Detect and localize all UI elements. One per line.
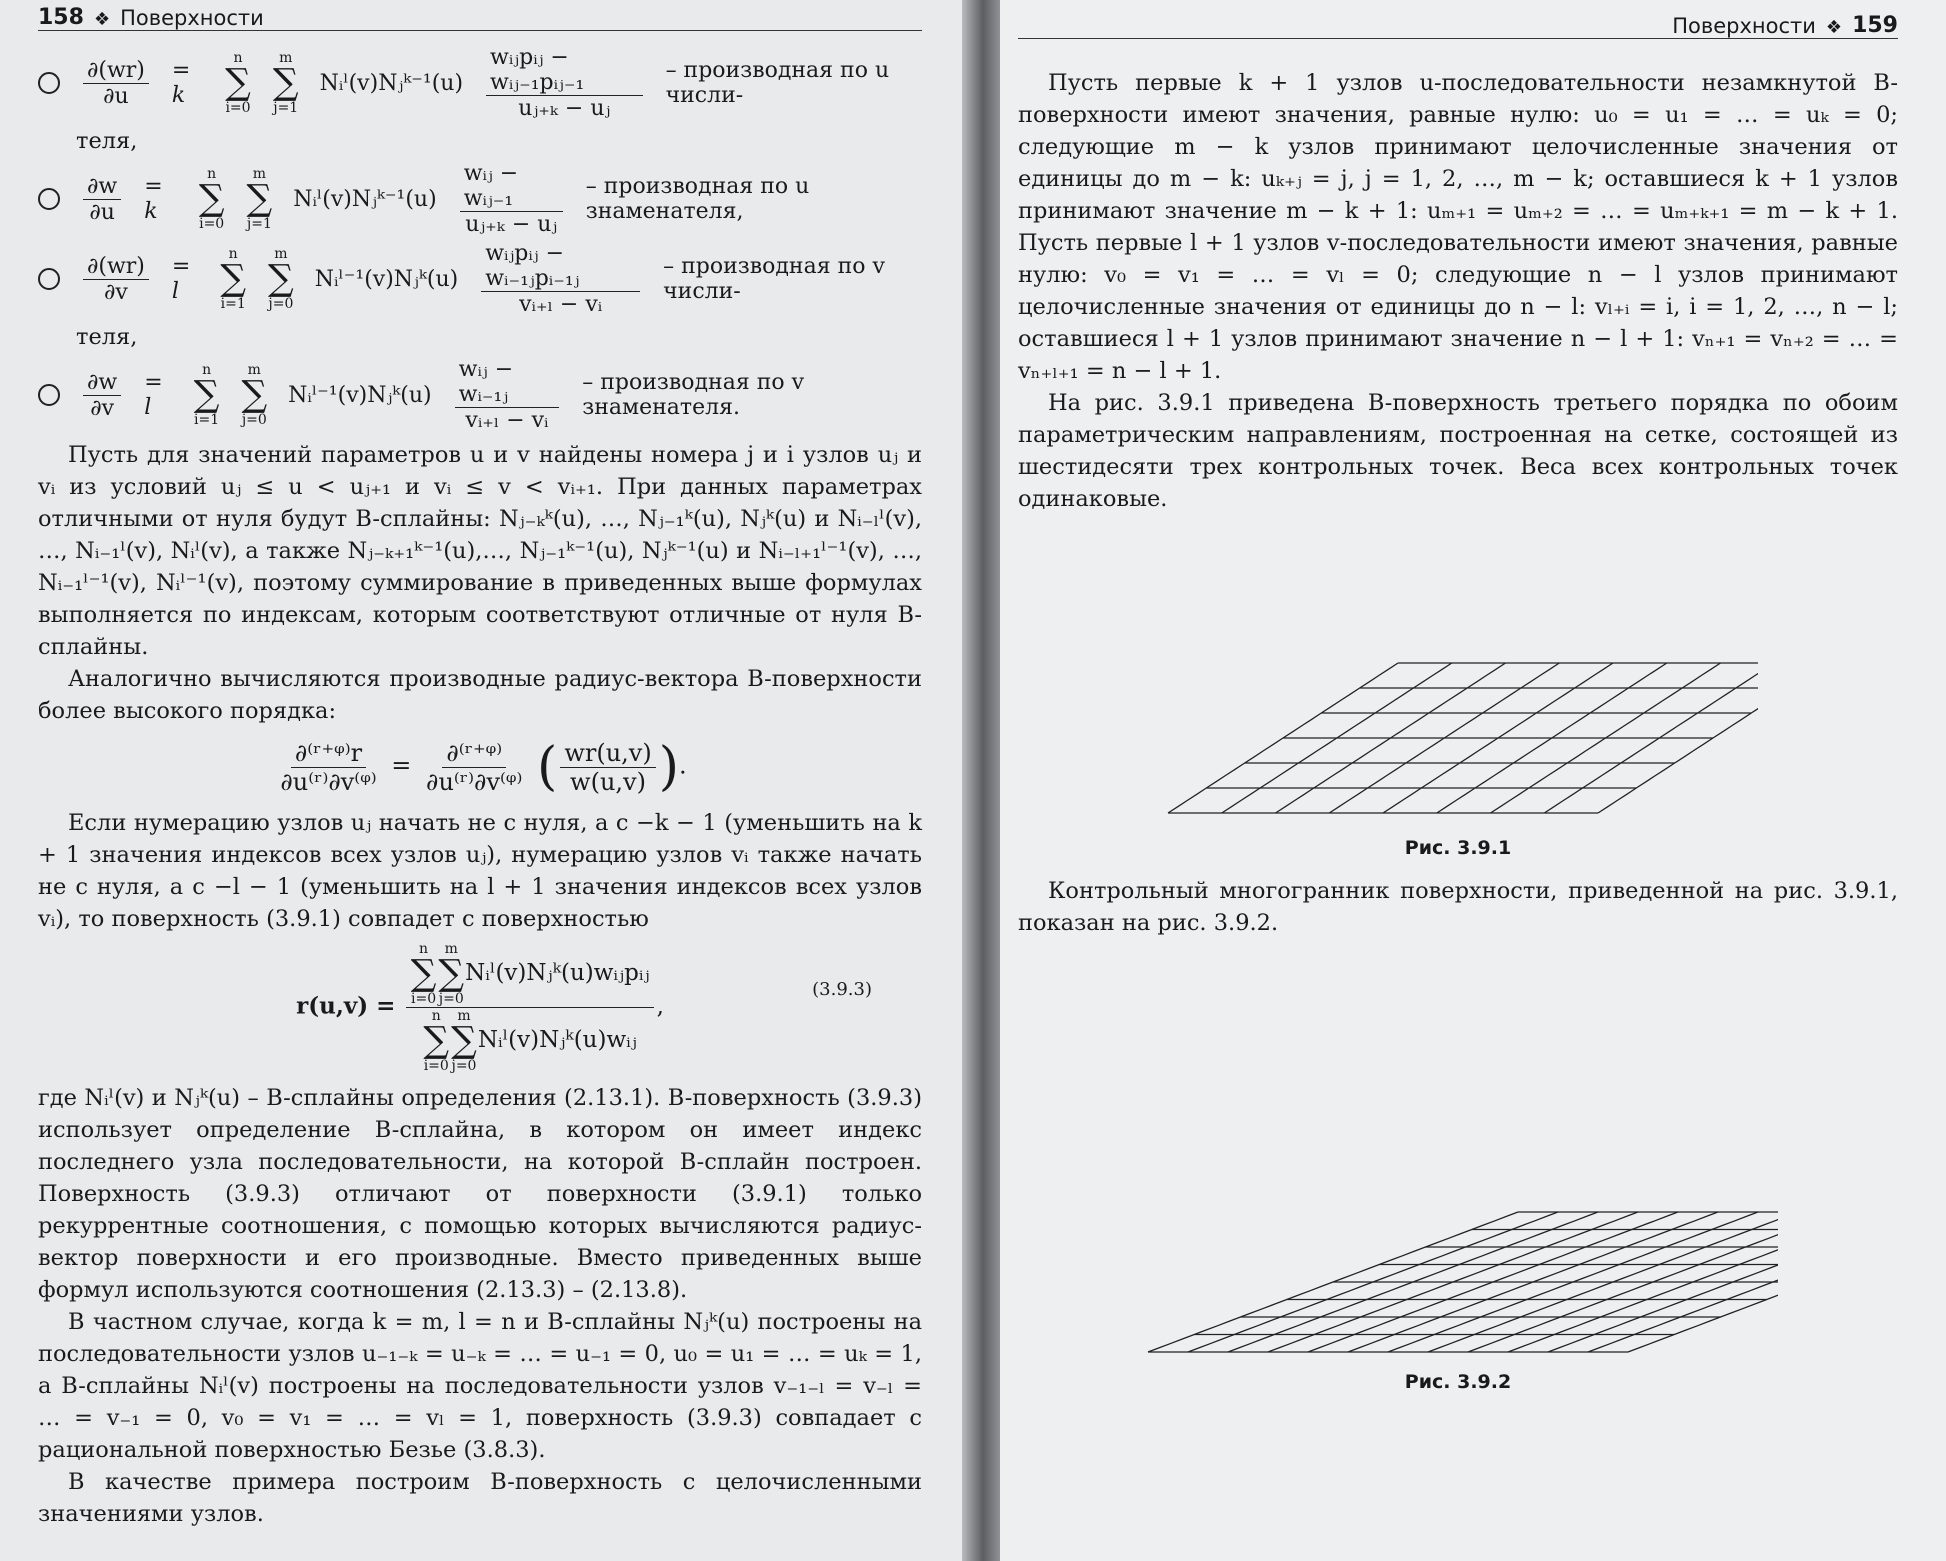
derivative-formula-list [38,45,922,433]
deriv-lhs-denominator: ∂u⁽ʳ⁾∂v⁽ᵠ⁾ [280,767,377,796]
spline-kernel: Nᵢˡ⁻¹(v)Nⱼᵏ(u) [288,382,432,408]
sum-upper: n [233,50,243,66]
deriv-lhs-numerator: ∂⁽ʳ⁺ᵠ⁾r [291,739,366,768]
lhs-denominator: ∂v [90,395,115,421]
paragraph-knot-values: Пусть первые k + 1 узлов u-последовательности незамкнутой B-поверхности имеют значения, равные нулю: u₀ = u₁ = … = uₖ = 0; следующие m − k узлов принимают целочисленные значения от единицы до m − k: uₖ₊ⱼ = j, j = 1, 2, …, m − k; оставшиеся k + 1 узлов принимают значение m − k + 1: uₘ₊₁ = uₘ₊₂ = … = uₘ₊ₖ₊₁ = m − k + 1. Пусть первые l + 1 узлов v-последовательности имеют значения, равные нулю: v₀ = v₁ = … = vₗ = 0; следующие n − l узлов принимают целочисленные значения от единицы до n − l: vₗ₊ᵢ = i, i = 1, 2, …, n − l; оставшиеся l + 1 узлов принимают значение n − l + 1: vₙ₊₁ = vₙ₊₂ = … = vₙ₊ₗ₊₁ = n − l + 1. [1018,70,1898,384]
rhs-denominator: vᵢ₊ₗ − vᵢ [465,408,549,433]
figure-2-caption: Рис. 3.9.2 [1404,1371,1512,1393]
paragraph-figure-intro: На рис. 3.9.1 приведена B-поверхность третьего порядка по обоим параметрическим направлениям, построенная на сетке, состоящей из шестидесяти трех контрольных точек. Веса всех контрольных точек одинаковые. [1018,390,1898,512]
sum-lower: i=1 [194,412,220,428]
formula-description: – производная по v числи- [663,254,885,304]
derivative-formula-item: $\frac{\partial(wr)}{\partial u}$ = k n ∑ i=0 m ∑ j=1 Nᵢˡ(v)Nⱼᵏ⁻¹(u) $\frac{\text{wᵢⱼpᵢⱼ − wᵢⱼ₋₁pᵢⱼ₋₁}}{\text{uⱼ₊ₖ − uⱼ}}$ – производная по u числи- [38,45,922,121]
spline-kernel: Nᵢˡ(v)Nⱼᵏ⁻¹(u) [319,70,464,96]
lhs-numerator: ∂w [83,174,121,200]
formula-description: – производная по u знаменателя, [585,174,810,224]
surface-eq-denominator: Nᵢˡ(v)Nⱼᵏ(u)wᵢⱼ [477,1027,637,1053]
spline-kernel: Nᵢˡ(v)Nⱼᵏ⁻¹(u) [293,186,437,212]
lhs-denominator: ∂u [103,83,129,109]
sum-lower: j=1 [246,216,272,232]
circle-bullet-icon [38,268,60,290]
lhs-numerator: ∂(wr) [83,254,149,280]
right-page-number: 159 [1852,13,1898,38]
equation-number: (3.9.3) [812,979,872,1000]
surface-equation: r(u,v) = n ∑ i=0 m ∑ j=0 Nᵢˡ(v)Nⱼᵏ(u)wᵢⱼpᵢⱼ n ∑ i=0 m ∑ j=0 Nᵢˡ(v)Nⱼᵏ(u)wᵢⱼ , (3.9.3) [296,941,872,1074]
left-running-header [38,0,922,31]
coefficient: k [171,83,186,108]
surface-eq-lhs: r(u,v) = [296,992,396,1020]
diamond-ornament-icon: ❖ [1825,17,1843,38]
rhs-denominator: vᵢ₊ₗ − vᵢ [519,292,603,317]
lhs-denominator: ∂u [89,199,115,225]
sum-lower: i=0 [199,216,225,232]
paragraph-bezier-case: В частном случае, когда k = m, l = n и B-сплайны Nⱼᵏ(u) построены на последовательности узлов u₋₁₋ₖ = u₋ₖ = … = u₋₁ = 0, u₀ = u₁ = … = uₖ = 1, а B-сплайны Nᵢˡ(v) построены на последовательности узлов v₋₁₋ₗ = v₋ₗ = … = v₋₁ = 0, v₀ = v₁ = … = vₗ = 1, поверхность (3.9.3) совпадает с рациональной поверхностью Безье (3.8.3). [38,1309,922,1463]
circle-bullet-icon [38,384,60,406]
rhs-numerator: wᵢⱼ − wᵢⱼ₋₁ [460,161,563,212]
left-section-title: Поверхности [120,6,264,30]
sum-upper: m [252,166,266,182]
book-gutter [962,0,1000,1561]
derivative-formula-item: $\frac{\partial w}{\partial v}$ = l n ∑ i=1 m ∑ j=0 Nᵢˡ⁻¹(v)Nⱼᵏ(u) $\frac{\text{wᵢⱼ − wᵢ₋₁ⱼ}}{\text{vᵢ₊ₗ − vᵢ}}$ – производная по v знаменателя. [38,357,922,433]
deriv-rhs-numerator: wr(u,v) [560,739,655,768]
paragraph-knot-indices: Пусть для значений параметров u и v найдены номера j и i узлов uⱼ и vᵢ из условий uⱼ ≤ u < uⱼ₊₁ и vᵢ ≤ v < vᵢ₊₁. При данных параметрах отличными от нуля будут B-сплайны: Nⱼ₋ₖᵏ(u), …, Nⱼ₋₁ᵏ(u), Nⱼᵏ(u) и Nᵢ₋ₗˡ(v), …, Nᵢ₋₁ˡ(v), Nᵢˡ(v), а также Nⱼ₋ₖ₊₁ᵏ⁻¹(u),…, Nⱼ₋₁ᵏ⁻¹(u), Nⱼᵏ⁻¹(u) и Nᵢ₋ₗ₊₁ˡ⁻¹(v), …, Nᵢ₋₁ˡ⁻¹(v), Nᵢˡ⁻¹(v), поэтому суммирование в приведенных выше формулах выполняется по индексам, которым соответствуют отличные от нуля B-сплайны. [38,442,922,660]
coefficient: l [171,279,179,304]
rhs-numerator: wᵢⱼ − wᵢ₋₁ⱼ [455,357,560,408]
lhs-numerator: ∂(wr) [83,58,149,84]
sum-lower: i=1 [220,296,246,312]
continuation-text: теля, [76,128,138,154]
sum-lower: i=0 [225,100,251,116]
surface-eq-numerator: Nᵢˡ(v)Nⱼᵏ(u)wᵢⱼpᵢⱼ [465,960,650,986]
sum-upper: m [274,246,288,262]
spline-kernel: Nᵢˡ⁻¹(v)Nⱼᵏ(u) [314,266,459,292]
rhs-denominator: uⱼ₊ₖ − uⱼ [518,96,611,121]
left-page-number: 158 [38,5,84,30]
deriv-rhs-denominator: w(u,v) [570,767,646,796]
rhs-numerator: wᵢⱼpᵢⱼ − wᵢ₋₁ⱼpᵢ₋₁ⱼ [481,241,640,292]
derivative-formula-item: $\frac{\partial w}{\partial u}$ = k n ∑ i=0 m ∑ j=1 Nᵢˡ(v)Nⱼᵏ⁻¹(u) $\frac{\text{wᵢⱼ − wᵢⱼ₋₁}}{\text{uⱼ₊ₖ − uⱼ}}$ – производная по u знаменателя, [38,161,922,237]
deriv-op-denominator: ∂u⁽ʳ⁾∂v⁽ᵠ⁾ [426,767,523,796]
coefficient: k [144,199,158,224]
sum-upper: n [202,362,212,378]
figure-1-caption: Рис. 3.9.1 [1404,837,1512,859]
lhs-numerator: ∂w [83,370,121,396]
continuation-text: теля, [76,324,138,350]
right-running-header [1018,8,1898,39]
formula-description: – производная по v знаменателя. [582,370,805,420]
right-section-title: Поверхности [1672,14,1816,38]
sum-lower: j=1 [273,100,299,116]
sum-lower: j=0 [241,412,267,428]
paragraph-control-polyhedron: Контрольный многогранник поверхности, приведенной на рис. 3.9.1, показан на рис. 3.9.2. [1018,878,1898,936]
formula-description: – производная по u числи- [665,58,890,108]
bspline-surface-figure [1158,533,1758,833]
coefficient: l [144,395,152,420]
paragraph-higher-derivatives: Аналогично вычисляются производные радиус-вектора B-поверхности более высокого порядка: [38,666,922,724]
left-page [0,0,962,1561]
sum-upper: m [247,362,261,378]
circle-bullet-icon [38,188,60,210]
higher-derivative-formula: $\frac{\text{∂⁽ʳ⁺ᵠ⁾r}}{\text{∂u⁽ʳ⁾∂v⁽ᵠ⁾}}$ = $\frac{\text{∂⁽ʳ⁺ᵠ⁾}}{\text{∂u⁽ʳ⁾∂v⁽ᵠ⁾}}$ ( $\frac{wr(u,v)}{w(u,v)}$ ). [38,737,922,797]
lhs-denominator: ∂v [104,279,128,305]
derivative-formula-item: $\frac{\partial(wr)}{\partial v}$ = l n ∑ i=1 m ∑ j=0 Nᵢˡ⁻¹(v)Nⱼᵏ(u) $\frac{\text{wᵢⱼpᵢⱼ − wᵢ₋₁ⱼpᵢ₋₁ⱼ}}{\text{vᵢ₊ₗ − vᵢ}}$ – производная по v числи- [38,241,922,317]
sum-upper: n [228,246,238,262]
control-polyhedron-figure [1138,957,1778,1367]
circle-bullet-icon [38,72,60,94]
paragraph-renumbering: Если нумерацию узлов uⱼ начать не с нуля, а с −k − 1 (уменьшить на k + 1 значения индексов всех узлов uⱼ), нумерацию узлов vᵢ также начать не с нуля, а с −l − 1 (уменьшить на l + 1 значения индексов всех узлов vᵢ), то поверхность (3.9.1) совпадет с поверхностью [38,810,922,932]
sum-upper: m [279,50,293,66]
sum-upper: n [207,166,217,182]
right-page [1000,0,1946,1561]
diamond-ornament-icon: ❖ [93,9,111,30]
rhs-denominator: uⱼ₊ₖ − uⱼ [465,212,558,237]
deriv-op-numerator: ∂⁽ʳ⁺ᵠ⁾ [442,739,506,768]
sum-lower: j=0 [268,296,294,312]
rhs-numerator: wᵢⱼpᵢⱼ − wᵢⱼ₋₁pᵢⱼ₋₁ [486,45,643,96]
paragraph-where-splines: где Nᵢˡ(v) и Nⱼᵏ(u) – B-сплайны определения (2.13.1). B-поверхность (3.9.3) использует определение B-сплайна, в котором он имеет индекс последнего узла последовательности, на которой B-сплайн построен. Поверхность (3.9.3) отличают от поверхности (3.9.1) только рекуррентные соотношения, с помощью которых вычисляются радиус-вектор поверхности и его производные. Вместо приведенных выше формул используются соотношения (2.13.3) – (2.13.8). [38,1085,922,1303]
paragraph-example: В качестве примера построим B-поверхность с целочисленными значениями узлов. [38,1469,922,1527]
